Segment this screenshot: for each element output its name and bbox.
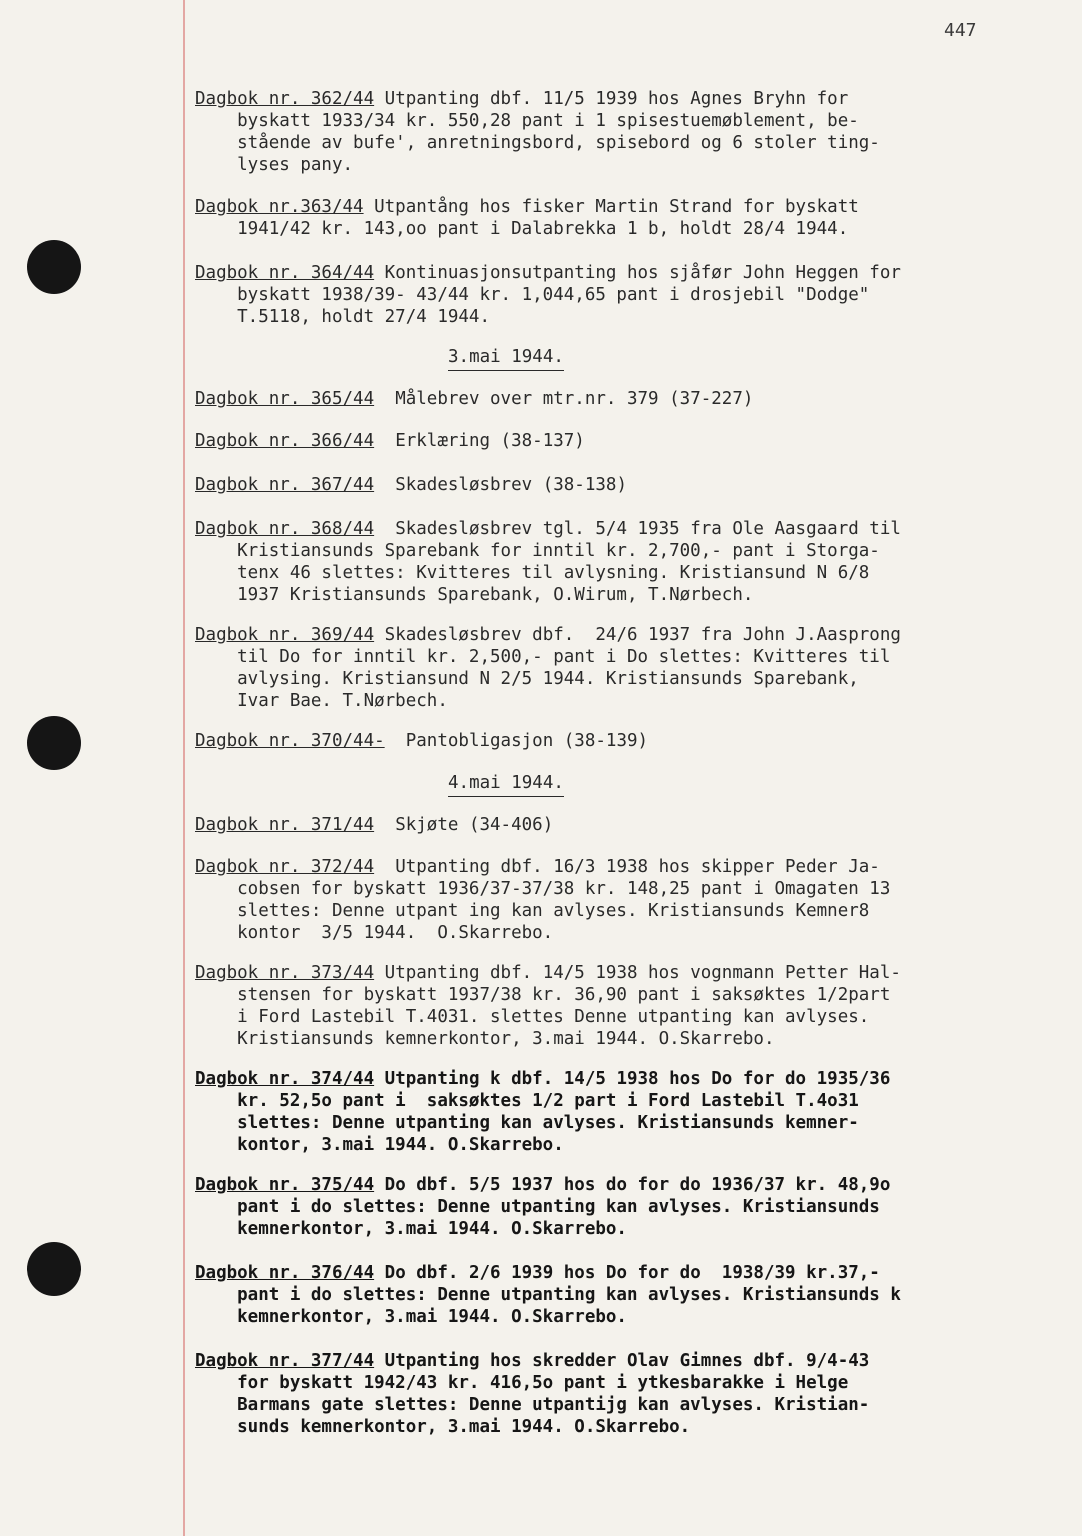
entry-label: Dagbok nr. 368/44 (195, 519, 375, 539)
entry-text-line: Skadesløsbrev dbf. 24/6 1937 fra John J.Aasprong (374, 625, 901, 645)
punch-hole (27, 1242, 81, 1296)
entry-text-line: cobsen for byskatt 1936/37-37/38 kr. 148,25 pant i Omagaten 13 (195, 879, 891, 899)
entry-text-line: pant i do slettes: Denne utpanting kan avlyses. Kristiansunds k (195, 1285, 901, 1305)
journal-entry (195, 430, 1055, 452)
entry-text-line: Utpanting dbf. 16/3 1938 hos skipper Peder Ja- (374, 857, 880, 877)
journal-entry (195, 856, 1055, 944)
entry-text-line: slettes: Denne utpanting kan avlyses. Kristiansunds kemner- (195, 1113, 859, 1133)
entry-label: Dagbok nr. 375/44 (195, 1175, 375, 1195)
entry-text-line: i Ford Lastebil T.4031. slettes Denne utpanting kan avlyses. (195, 1007, 870, 1027)
entry-text-line: Do dbf. 5/5 1937 hos do for do 1936/37 kr. 48,9o (374, 1175, 891, 1195)
entry-text-line: Kristiansunds kemnerkontor, 3.mai 1944. O.Skarrebo. (195, 1029, 775, 1049)
journal-entry (195, 1068, 1055, 1156)
entry-text-line: kontor 3/5 1944. O.Skarrebo. (195, 923, 554, 943)
entry-text-line: byskatt 1938/39- 43/44 kr. 1,044,65 pant i drosjebil "Dodge" (195, 285, 870, 305)
entry-text-line: Kristiansunds Sparebank for inntil kr. 2,700,- pant i Storga- (195, 541, 880, 561)
entry-text-line: kontor, 3.mai 1944. O.Skarrebo. (195, 1135, 564, 1155)
entry-text-line: Utpantång hos fisker Martin Strand for byskatt (363, 197, 859, 217)
entry-text-line: stensen for byskatt 1937/38 kr. 36,90 pant i saksøktes 1/2part (195, 985, 891, 1005)
entry-text-line: kr. 52,5o pant i saksøktes 1/2 part i Ford Lastebil T.4o31 (195, 1091, 859, 1111)
entry-label: Dagbok nr. 369/44 (195, 625, 375, 645)
entry-text-line: 1941/42 kr. 143,oo pant i Dalabrekka 1 b, holdt 28/4 1944. (195, 219, 849, 239)
entry-text-line: byskatt 1933/34 kr. 550,28 pant i 1 spisestuemøblement, be- (195, 111, 859, 131)
journal-entry (195, 1174, 1055, 1240)
entry-label: Dagbok nr. 374/44 (195, 1069, 375, 1089)
entry-text-line: Utpanting dbf. 14/5 1938 hos vognmann Petter Hal- (374, 963, 901, 983)
entry-text-line: tenx 46 slettes: Kvitteres til avlysning. Kristiansund N 6/8 (195, 563, 870, 583)
entry-text-line: Skjøte (34-406) (374, 815, 554, 835)
journal-entry (195, 624, 1055, 712)
entry-label: Dagbok nr.363/44 (195, 197, 364, 217)
entry-text-line: lyses pany. (195, 155, 354, 175)
entry-text-line: Utpanting k dbf. 14/5 1938 hos Do for do 1935/36 (374, 1069, 891, 1089)
entry-text-line: for byskatt 1942/43 kr. 416,5o pant i ytkesbarakke i Helge (195, 1373, 849, 1393)
entry-text-line: kemnerkontor, 3.mai 1944. O.Skarrebo. (195, 1307, 627, 1327)
entry-label: Dagbok nr. 365/44 (195, 389, 375, 409)
entry-label: Dagbok nr. 377/44 (195, 1351, 375, 1371)
entry-text-line: T.5118, holdt 27/4 1944. (195, 307, 491, 327)
date-heading: 3.mai 1944. (448, 346, 564, 371)
entry-text-line: stående av bufe', anretningsbord, spisebord og 6 stoler ting- (195, 133, 880, 153)
journal-entry (195, 962, 1055, 1050)
entry-label: Dagbok nr. 367/44 (195, 475, 375, 495)
entry-text-line: Kontinuasjonsutpanting hos sjåfør John Heggen for (374, 263, 901, 283)
entry-text-line: Pantobligasjon (38-139) (384, 731, 649, 751)
journal-entry (195, 1350, 1055, 1438)
entry-text-line: 1937 Kristiansunds Sparebank, O.Wirum, T.Nørbech. (195, 585, 754, 605)
entry-text-line: Utpanting hos skredder Olav Gimnes dbf. 9/4-43 (374, 1351, 870, 1371)
entry-text-line: Erklæring (38-137) (374, 431, 585, 451)
journal-entry (195, 1262, 1055, 1328)
journal-entry (195, 388, 1055, 410)
entry-text-line: slettes: Denne utpant ing kan avlyses. Kristiansunds Kemner8 (195, 901, 870, 921)
entry-label: Dagbok nr. 366/44 (195, 431, 375, 451)
entry-text-line: avlysing. Kristiansund N 2/5 1944. Kristiansunds Sparebank, (195, 669, 859, 689)
entry-text-line: sunds kemnerkontor, 3.mai 1944. O.Skarrebo. (195, 1417, 691, 1437)
entry-label: Dagbok nr. 364/44 (195, 263, 375, 283)
margin-line (183, 0, 185, 1536)
entry-text-line: pant i do slettes: Denne utpanting kan avlyses. Kristiansunds (195, 1197, 880, 1217)
journal-entry (195, 474, 1055, 496)
entry-label: Dagbok nr. 370/44- (195, 731, 385, 751)
entry-text-line: til Do for inntil kr. 2,500,- pant i Do slettes: Kvitteres til (195, 647, 891, 667)
journal-entry (195, 814, 1055, 836)
date-heading: 4.mai 1944. (448, 772, 564, 797)
journal-entry (195, 196, 1055, 240)
entry-text-line: Skadesløsbrev tgl. 5/4 1935 fra Ole Aasgaard til (374, 519, 901, 539)
journal-entry (195, 262, 1055, 328)
entry-text-line: Barmans gate slettes: Denne utpantijg kan avlyses. Kristian- (195, 1395, 870, 1415)
entry-text-line: Skadesløsbrev (38-138) (374, 475, 627, 495)
page-number: 447 (944, 20, 977, 41)
entry-label: Dagbok nr. 376/44 (195, 1263, 375, 1283)
entry-text-line: kemnerkontor, 3.mai 1944. O.Skarrebo. (195, 1219, 627, 1239)
entry-label: Dagbok nr. 372/44 (195, 857, 375, 877)
journal-entry (195, 518, 1055, 606)
punch-hole (27, 716, 81, 770)
punch-hole (27, 240, 81, 294)
journal-entry (195, 730, 1055, 752)
entry-label: Dagbok nr. 362/44 (195, 89, 375, 109)
entry-text-line: Utpanting dbf. 11/5 1939 hos Agnes Bryhn for (374, 89, 849, 109)
entry-label: Dagbok nr. 373/44 (195, 963, 375, 983)
entry-text-line: Do dbf. 2/6 1939 hos Do for do 1938/39 kr.37,- (374, 1263, 880, 1283)
entry-text-line: Målebrev over mtr.nr. 379 (37-227) (374, 389, 754, 409)
journal-entry (195, 88, 1055, 176)
entry-label: Dagbok nr. 371/44 (195, 815, 375, 835)
entry-text-line: Ivar Bae. T.Nørbech. (195, 691, 448, 711)
